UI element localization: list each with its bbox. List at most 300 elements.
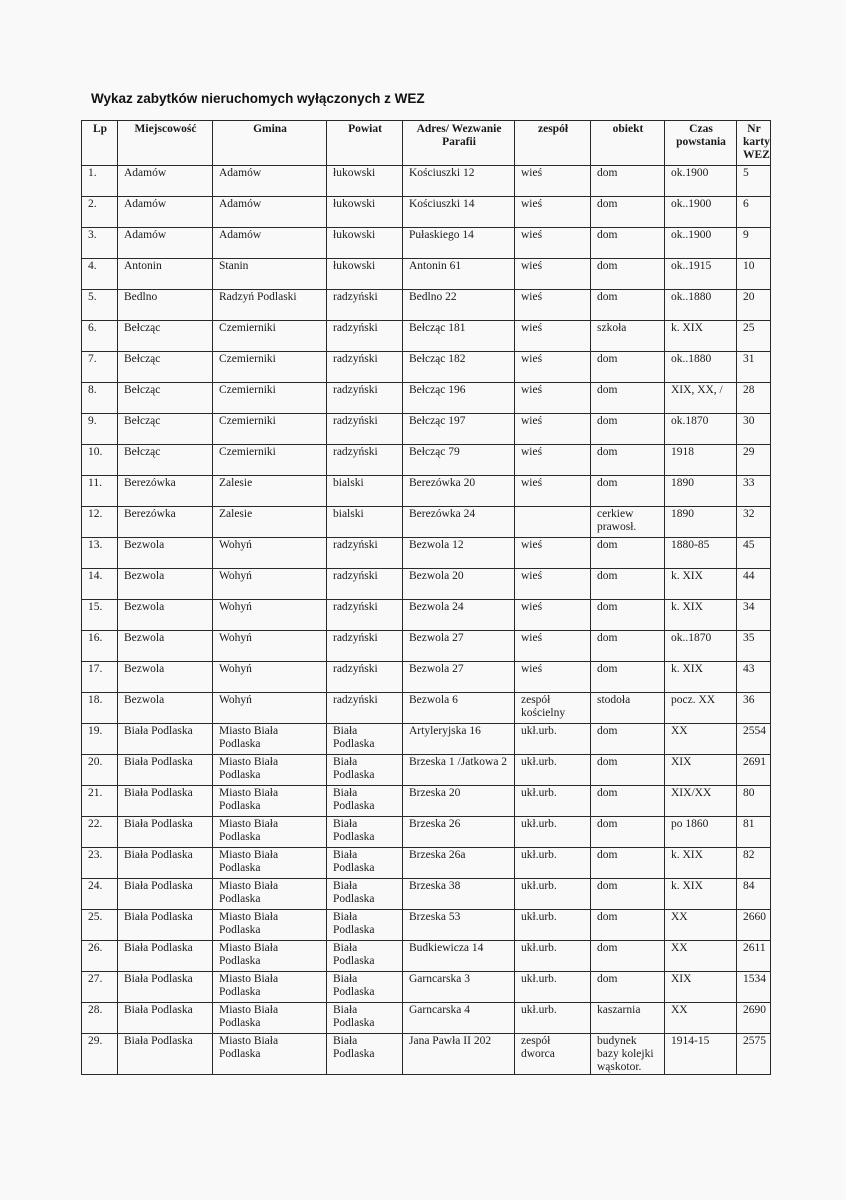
cell-powiat: Biała Podlaska xyxy=(327,879,403,910)
cell-zespol: wieś xyxy=(515,414,591,445)
cell-czas-powstania: ok..1900 xyxy=(665,228,737,259)
cell-nr-karty: 28 xyxy=(737,383,771,414)
cell-gmina: Czemierniki xyxy=(213,383,327,414)
table-header-row xyxy=(82,121,771,166)
table-row xyxy=(82,538,771,569)
cell-miejscowosc: Biała Podlaska xyxy=(118,1034,213,1075)
cell-obiekt: dom xyxy=(591,600,665,631)
table-row xyxy=(82,166,771,197)
cell-czas-powstania: ok..1880 xyxy=(665,290,737,321)
table-row xyxy=(82,662,771,693)
table-row xyxy=(82,1003,771,1034)
cell-miejscowosc: Berezówka xyxy=(118,476,213,507)
cell-zespol: wieś xyxy=(515,259,591,290)
cell-zespol: wieś xyxy=(515,538,591,569)
cell-czas-powstania: k. XIX xyxy=(665,879,737,910)
cell-gmina: Czemierniki xyxy=(213,352,327,383)
cell-nr-karty: 80 xyxy=(737,786,771,817)
cell-obiekt: dom xyxy=(591,848,665,879)
cell-miejscowosc: Bełcząc xyxy=(118,352,213,383)
cell-gmina: Wohyń xyxy=(213,693,327,724)
cell-miejscowosc: Biała Podlaska xyxy=(118,1003,213,1034)
cell-obiekt: dom xyxy=(591,166,665,197)
cell-czas-powstania: ok..1915 xyxy=(665,259,737,290)
column-header-adres: Adres/ Wezwanie Parafii xyxy=(403,121,515,166)
cell-nr-karty: 32 xyxy=(737,507,771,538)
cell-adres: Bełcząc 196 xyxy=(403,383,515,414)
cell-gmina: Wohyń xyxy=(213,538,327,569)
cell-nr-karty: 6 xyxy=(737,197,771,228)
cell-adres: Brzeska 53 xyxy=(403,910,515,941)
cell-zespol: ukł.urb. xyxy=(515,817,591,848)
cell-gmina: Miasto Biała Podlaska xyxy=(213,817,327,848)
cell-miejscowosc: Bełcząc xyxy=(118,321,213,352)
cell-zespol: wieś xyxy=(515,383,591,414)
table-row xyxy=(82,879,771,910)
cell-obiekt: dom xyxy=(591,569,665,600)
table-row xyxy=(82,228,771,259)
table-row xyxy=(82,786,771,817)
cell-powiat: radzyński xyxy=(327,631,403,662)
cell-czas-powstania: 1880-85 xyxy=(665,538,737,569)
cell-lp: 15. xyxy=(82,600,118,631)
cell-czas-powstania: k. XIX xyxy=(665,662,737,693)
cell-zespol: wieś xyxy=(515,569,591,600)
cell-adres: Bełcząc 182 xyxy=(403,352,515,383)
cell-czas-powstania: XX xyxy=(665,910,737,941)
monuments-table xyxy=(81,120,771,1075)
cell-zespol: ukł.urb. xyxy=(515,879,591,910)
cell-zespol xyxy=(515,507,591,538)
cell-gmina: Miasto Biała Podlaska xyxy=(213,972,327,1003)
cell-powiat: Biała Podlaska xyxy=(327,972,403,1003)
cell-czas-powstania: XIX xyxy=(665,755,737,786)
cell-adres: Pułaskiego 14 xyxy=(403,228,515,259)
cell-obiekt: dom xyxy=(591,476,665,507)
cell-powiat: łukowski xyxy=(327,197,403,228)
cell-miejscowosc: Bezwola xyxy=(118,662,213,693)
cell-powiat: łukowski xyxy=(327,259,403,290)
cell-obiekt: dom xyxy=(591,755,665,786)
table-row xyxy=(82,352,771,383)
cell-gmina: Miasto Biała Podlaska xyxy=(213,941,327,972)
cell-powiat: radzyński xyxy=(327,290,403,321)
cell-czas-powstania: k. XIX xyxy=(665,569,737,600)
cell-nr-karty: 31 xyxy=(737,352,771,383)
cell-obiekt: dom xyxy=(591,786,665,817)
cell-obiekt: stodoła xyxy=(591,693,665,724)
cell-miejscowosc: Bełcząc xyxy=(118,383,213,414)
cell-miejscowosc: Bezwola xyxy=(118,569,213,600)
cell-powiat: radzyński xyxy=(327,693,403,724)
cell-gmina: Wohyń xyxy=(213,569,327,600)
cell-czas-powstania: 1890 xyxy=(665,476,737,507)
cell-lp: 4. xyxy=(82,259,118,290)
cell-nr-karty: 2611 xyxy=(737,941,771,972)
cell-obiekt: dom xyxy=(591,445,665,476)
cell-obiekt: dom xyxy=(591,414,665,445)
cell-lp: 22. xyxy=(82,817,118,848)
cell-adres: Artyleryjska 16 xyxy=(403,724,515,755)
cell-powiat: Biała Podlaska xyxy=(327,1034,403,1075)
cell-powiat: bialski xyxy=(327,507,403,538)
cell-gmina: Miasto Biała Podlaska xyxy=(213,1034,327,1075)
cell-powiat: Biała Podlaska xyxy=(327,724,403,755)
cell-nr-karty: 20 xyxy=(737,290,771,321)
cell-adres: Bezwola 24 xyxy=(403,600,515,631)
column-header-miejscowosc: Miejscowość xyxy=(118,121,213,166)
cell-czas-powstania: XX xyxy=(665,941,737,972)
cell-nr-karty: 82 xyxy=(737,848,771,879)
cell-zespol: ukł.urb. xyxy=(515,972,591,1003)
table-row xyxy=(82,414,771,445)
cell-miejscowosc: Biała Podlaska xyxy=(118,910,213,941)
cell-nr-karty: 1534 xyxy=(737,972,771,1003)
cell-lp: 3. xyxy=(82,228,118,259)
cell-gmina: Adamów xyxy=(213,228,327,259)
column-header-zespol: zespół xyxy=(515,121,591,166)
cell-zespol: ukł.urb. xyxy=(515,724,591,755)
cell-miejscowosc: Biała Podlaska xyxy=(118,786,213,817)
cell-gmina: Zalesie xyxy=(213,507,327,538)
cell-nr-karty: 2575 xyxy=(737,1034,771,1075)
cell-nr-karty: 35 xyxy=(737,631,771,662)
cell-obiekt: dom xyxy=(591,910,665,941)
cell-powiat: radzyński xyxy=(327,662,403,693)
cell-gmina: Wohyń xyxy=(213,600,327,631)
table-row xyxy=(82,1034,771,1075)
cell-czas-powstania: XX xyxy=(665,1003,737,1034)
page-title: Wykaz zabytków nieruchomych wyłączonych z WEZ xyxy=(91,91,425,106)
cell-lp: 6. xyxy=(82,321,118,352)
cell-miejscowosc: Biała Podlaska xyxy=(118,724,213,755)
cell-gmina: Czemierniki xyxy=(213,414,327,445)
cell-gmina: Zalesie xyxy=(213,476,327,507)
cell-lp: 1. xyxy=(82,166,118,197)
cell-obiekt: dom xyxy=(591,290,665,321)
cell-obiekt: dom xyxy=(591,631,665,662)
cell-powiat: radzyński xyxy=(327,383,403,414)
cell-gmina: Miasto Biała Podlaska xyxy=(213,848,327,879)
cell-lp: 8. xyxy=(82,383,118,414)
cell-gmina: Miasto Biała Podlaska xyxy=(213,1003,327,1034)
cell-adres: Bezwola 27 xyxy=(403,631,515,662)
cell-adres: Bezwola 6 xyxy=(403,693,515,724)
cell-obiekt: dom xyxy=(591,972,665,1003)
cell-gmina: Radzyń Podlaski xyxy=(213,290,327,321)
cell-powiat: Biała Podlaska xyxy=(327,848,403,879)
table-row xyxy=(82,476,771,507)
cell-zespol: wieś xyxy=(515,476,591,507)
cell-nr-karty: 2554 xyxy=(737,724,771,755)
cell-zespol: ukł.urb. xyxy=(515,1003,591,1034)
cell-lp: 23. xyxy=(82,848,118,879)
cell-obiekt: cerkiew prawosł. xyxy=(591,507,665,538)
table-row xyxy=(82,693,771,724)
cell-nr-karty: 44 xyxy=(737,569,771,600)
cell-zespol: ukł.urb. xyxy=(515,755,591,786)
cell-lp: 26. xyxy=(82,941,118,972)
cell-adres: Budkiewicza 14 xyxy=(403,941,515,972)
table-row xyxy=(82,600,771,631)
cell-powiat: radzyński xyxy=(327,538,403,569)
cell-lp: 29. xyxy=(82,1034,118,1075)
cell-adres: Bełcząc 79 xyxy=(403,445,515,476)
cell-miejscowosc: Biała Podlaska xyxy=(118,848,213,879)
cell-czas-powstania: ok.1870 xyxy=(665,414,737,445)
table-row xyxy=(82,569,771,600)
cell-obiekt: dom xyxy=(591,941,665,972)
table-row xyxy=(82,259,771,290)
cell-gmina: Miasto Biała Podlaska xyxy=(213,755,327,786)
cell-miejscowosc: Bełcząc xyxy=(118,445,213,476)
table-row xyxy=(82,755,771,786)
cell-adres: Berezówka 20 xyxy=(403,476,515,507)
cell-zespol: ukł.urb. xyxy=(515,786,591,817)
cell-powiat: Biała Podlaska xyxy=(327,817,403,848)
cell-miejscowosc: Biała Podlaska xyxy=(118,941,213,972)
cell-nr-karty: 10 xyxy=(737,259,771,290)
cell-adres: Antonin 61 xyxy=(403,259,515,290)
cell-zespol: wieś xyxy=(515,352,591,383)
cell-miejscowosc: Berezówka xyxy=(118,507,213,538)
cell-lp: 12. xyxy=(82,507,118,538)
table-row xyxy=(82,631,771,662)
cell-adres: Kościuszki 12 xyxy=(403,166,515,197)
cell-nr-karty: 36 xyxy=(737,693,771,724)
cell-czas-powstania: k. XIX xyxy=(665,321,737,352)
cell-zespol: zespół kościelny xyxy=(515,693,591,724)
cell-obiekt: kaszarnia xyxy=(591,1003,665,1034)
cell-powiat: bialski xyxy=(327,476,403,507)
table-row xyxy=(82,197,771,228)
cell-miejscowosc: Bezwola xyxy=(118,631,213,662)
cell-obiekt: budynek bazy kolejki wąskotor. xyxy=(591,1034,665,1075)
cell-zespol: ukł.urb. xyxy=(515,910,591,941)
table-row xyxy=(82,290,771,321)
cell-powiat: radzyński xyxy=(327,600,403,631)
cell-lp: 25. xyxy=(82,910,118,941)
cell-lp: 27. xyxy=(82,972,118,1003)
table-row xyxy=(82,507,771,538)
cell-adres: Bełcząc 197 xyxy=(403,414,515,445)
cell-czas-powstania: 1914-15 xyxy=(665,1034,737,1075)
cell-miejscowosc: Bedlno xyxy=(118,290,213,321)
cell-gmina: Miasto Biała Podlaska xyxy=(213,786,327,817)
cell-lp: 5. xyxy=(82,290,118,321)
column-header-powiat: Powiat xyxy=(327,121,403,166)
cell-gmina: Miasto Biała Podlaska xyxy=(213,724,327,755)
cell-adres: Berezówka 24 xyxy=(403,507,515,538)
cell-obiekt: dom xyxy=(591,383,665,414)
cell-czas-powstania: XIX/XX xyxy=(665,786,737,817)
cell-zespol: wieś xyxy=(515,321,591,352)
cell-czas-powstania: ok..1880 xyxy=(665,352,737,383)
cell-miejscowosc: Adamów xyxy=(118,166,213,197)
cell-miejscowosc: Adamów xyxy=(118,228,213,259)
cell-miejscowosc: Biała Podlaska xyxy=(118,972,213,1003)
cell-miejscowosc: Bezwola xyxy=(118,693,213,724)
cell-lp: 28. xyxy=(82,1003,118,1034)
cell-adres: Jana Pawła II 202 xyxy=(403,1034,515,1075)
cell-powiat: radzyński xyxy=(327,414,403,445)
column-header-gmina: Gmina xyxy=(213,121,327,166)
cell-nr-karty: 2691 xyxy=(737,755,771,786)
cell-adres: Garncarska 4 xyxy=(403,1003,515,1034)
column-header-czas-powstania: Czas powstania xyxy=(665,121,737,166)
column-header-lp: Lp xyxy=(82,121,118,166)
table-row xyxy=(82,910,771,941)
cell-adres: Brzeska 38 xyxy=(403,879,515,910)
cell-czas-powstania: ok.1900 xyxy=(665,166,737,197)
cell-powiat: Biała Podlaska xyxy=(327,755,403,786)
cell-obiekt: dom xyxy=(591,879,665,910)
cell-zespol: wieś xyxy=(515,631,591,662)
cell-lp: 10. xyxy=(82,445,118,476)
cell-gmina: Wohyń xyxy=(213,662,327,693)
cell-zespol: wieś xyxy=(515,445,591,476)
cell-czas-powstania: pocz. XX xyxy=(665,693,737,724)
cell-lp: 18. xyxy=(82,693,118,724)
cell-nr-karty: 25 xyxy=(737,321,771,352)
table-row xyxy=(82,817,771,848)
cell-nr-karty: 33 xyxy=(737,476,771,507)
cell-zespol: wieś xyxy=(515,197,591,228)
column-header-obiekt: obiekt xyxy=(591,121,665,166)
cell-adres: Bełcząc 181 xyxy=(403,321,515,352)
cell-zespol: wieś xyxy=(515,662,591,693)
cell-miejscowosc: Adamów xyxy=(118,197,213,228)
cell-obiekt: dom xyxy=(591,352,665,383)
cell-powiat: Biała Podlaska xyxy=(327,941,403,972)
cell-nr-karty: 2690 xyxy=(737,1003,771,1034)
cell-czas-powstania: 1918 xyxy=(665,445,737,476)
cell-zespol: ukł.urb. xyxy=(515,941,591,972)
cell-zespol: wieś xyxy=(515,290,591,321)
cell-adres: Garncarska 3 xyxy=(403,972,515,1003)
cell-zespol: zespół dworca xyxy=(515,1034,591,1075)
cell-adres: Brzeska 1 /Jatkowa 2 xyxy=(403,755,515,786)
cell-adres: Bezwola 12 xyxy=(403,538,515,569)
cell-adres: Kościuszki 14 xyxy=(403,197,515,228)
cell-zespol: wieś xyxy=(515,166,591,197)
cell-nr-karty: 2660 xyxy=(737,910,771,941)
cell-miejscowosc: Biała Podlaska xyxy=(118,817,213,848)
table-row xyxy=(82,941,771,972)
cell-obiekt: dom xyxy=(591,259,665,290)
cell-miejscowosc: Biała Podlaska xyxy=(118,879,213,910)
table-row xyxy=(82,321,771,352)
cell-powiat: Biała Podlaska xyxy=(327,910,403,941)
cell-zespol: wieś xyxy=(515,600,591,631)
cell-gmina: Adamów xyxy=(213,197,327,228)
table-body xyxy=(82,166,771,1075)
cell-gmina: Miasto Biała Podlaska xyxy=(213,879,327,910)
cell-powiat: Biała Podlaska xyxy=(327,786,403,817)
cell-lp: 21. xyxy=(82,786,118,817)
table-row xyxy=(82,445,771,476)
cell-czas-powstania: XIX xyxy=(665,972,737,1003)
cell-lp: 19. xyxy=(82,724,118,755)
cell-nr-karty: 84 xyxy=(737,879,771,910)
cell-lp: 24. xyxy=(82,879,118,910)
cell-lp: 14. xyxy=(82,569,118,600)
cell-nr-karty: 43 xyxy=(737,662,771,693)
cell-gmina: Adamów xyxy=(213,166,327,197)
cell-powiat: radzyński xyxy=(327,445,403,476)
cell-miejscowosc: Antonin xyxy=(118,259,213,290)
cell-czas-powstania: po 1860 xyxy=(665,817,737,848)
cell-zespol: wieś xyxy=(515,228,591,259)
cell-gmina: Czemierniki xyxy=(213,321,327,352)
cell-nr-karty: 30 xyxy=(737,414,771,445)
cell-czas-powstania: ok..1900 xyxy=(665,197,737,228)
table-row xyxy=(82,848,771,879)
cell-czas-powstania: k. XIX xyxy=(665,600,737,631)
cell-nr-karty: 34 xyxy=(737,600,771,631)
cell-adres: Brzeska 26 xyxy=(403,817,515,848)
cell-lp: 11. xyxy=(82,476,118,507)
cell-obiekt: dom xyxy=(591,228,665,259)
cell-gmina: Miasto Biała Podlaska xyxy=(213,910,327,941)
cell-lp: 13. xyxy=(82,538,118,569)
cell-powiat: łukowski xyxy=(327,228,403,259)
cell-adres: Bezwola 27 xyxy=(403,662,515,693)
cell-czas-powstania: k. XIX xyxy=(665,848,737,879)
cell-adres: Bedlno 22 xyxy=(403,290,515,321)
cell-gmina: Wohyń xyxy=(213,631,327,662)
cell-lp: 9. xyxy=(82,414,118,445)
cell-gmina: Stanin xyxy=(213,259,327,290)
cell-powiat: radzyński xyxy=(327,569,403,600)
cell-miejscowosc: Bezwola xyxy=(118,538,213,569)
cell-obiekt: dom xyxy=(591,724,665,755)
table-row xyxy=(82,383,771,414)
cell-czas-powstania: XX xyxy=(665,724,737,755)
cell-powiat: Biała Podlaska xyxy=(327,1003,403,1034)
cell-nr-karty: 5 xyxy=(737,166,771,197)
cell-powiat: radzyński xyxy=(327,321,403,352)
cell-lp: 17. xyxy=(82,662,118,693)
cell-czas-powstania: ok..1870 xyxy=(665,631,737,662)
cell-miejscowosc: Bełcząc xyxy=(118,414,213,445)
cell-powiat: radzyński xyxy=(327,352,403,383)
cell-lp: 20. xyxy=(82,755,118,786)
cell-nr-karty: 45 xyxy=(737,538,771,569)
column-header-nr-karty: Nr karty WEZ xyxy=(737,121,771,166)
cell-zespol: ukł.urb. xyxy=(515,848,591,879)
table-row xyxy=(82,972,771,1003)
cell-obiekt: dom xyxy=(591,817,665,848)
cell-lp: 7. xyxy=(82,352,118,383)
cell-lp: 2. xyxy=(82,197,118,228)
cell-powiat: łukowski xyxy=(327,166,403,197)
cell-czas-powstania: XIX, XX, / xyxy=(665,383,737,414)
cell-adres: Bezwola 20 xyxy=(403,569,515,600)
cell-miejscowosc: Bezwola xyxy=(118,600,213,631)
cell-nr-karty: 81 xyxy=(737,817,771,848)
cell-czas-powstania: 1890 xyxy=(665,507,737,538)
cell-obiekt: dom xyxy=(591,662,665,693)
cell-adres: Brzeska 20 xyxy=(403,786,515,817)
cell-obiekt: dom xyxy=(591,197,665,228)
cell-nr-karty: 29 xyxy=(737,445,771,476)
cell-gmina: Czemierniki xyxy=(213,445,327,476)
cell-lp: 16. xyxy=(82,631,118,662)
cell-miejscowosc: Biała Podlaska xyxy=(118,755,213,786)
cell-obiekt: dom xyxy=(591,538,665,569)
cell-obiekt: szkoła xyxy=(591,321,665,352)
